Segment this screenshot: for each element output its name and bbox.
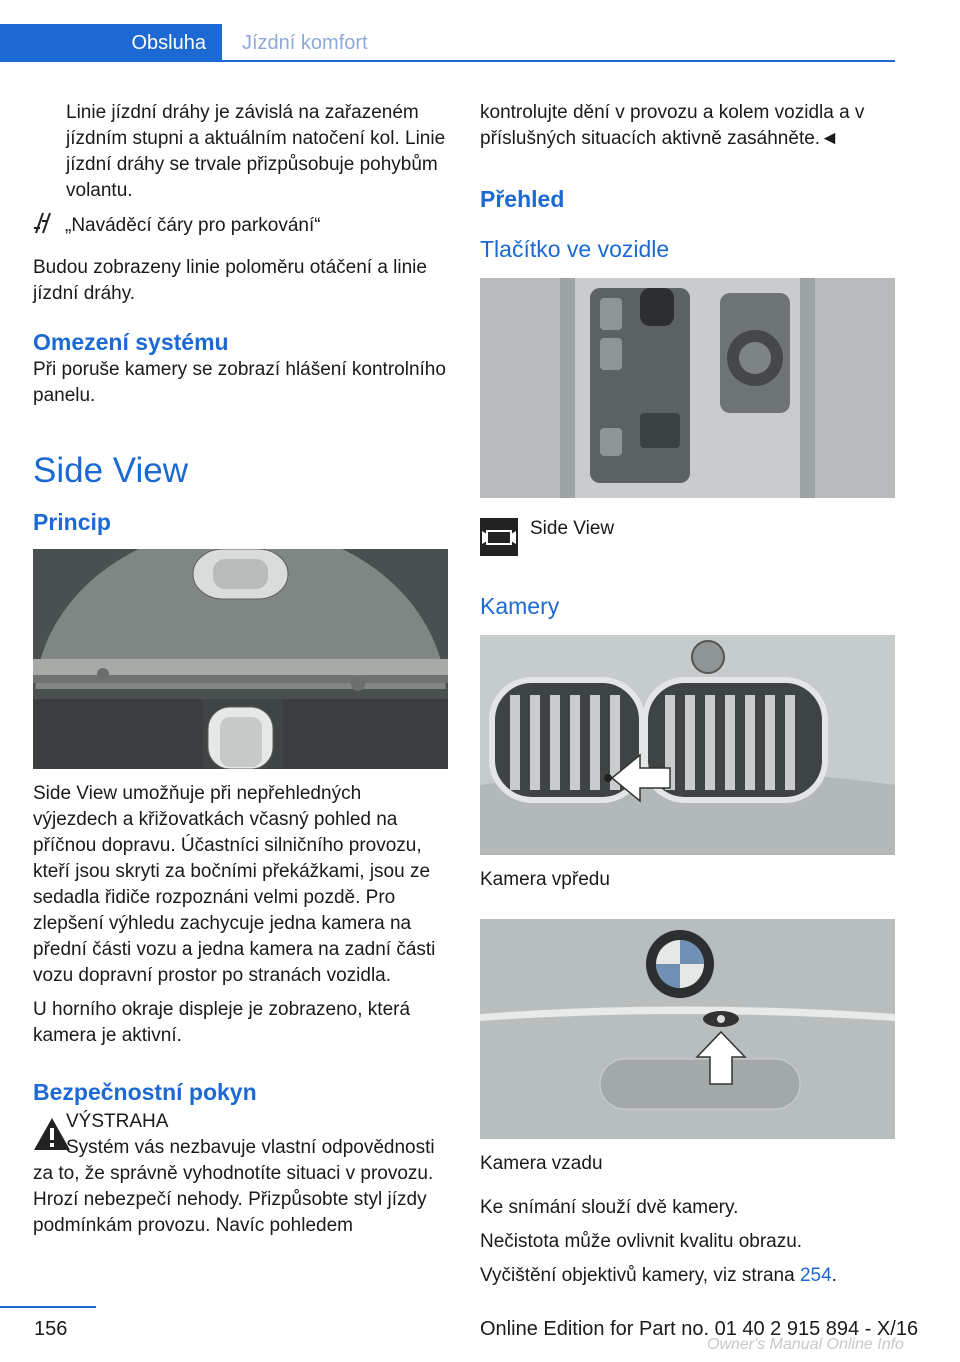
heading-button-in-vehicle: Tlačítko ve vozidle — [480, 236, 670, 262]
heading-safety: Bezpečnostní pokyn — [33, 1079, 257, 1105]
side-view-button-label: Side View — [530, 517, 615, 539]
page-link-254[interactable]: 254 — [799, 1265, 832, 1286]
intro-paragraph: Linie jízdní dráhy je závislá na zařazeném jízdním stupni a aktuálním natočení kol. Linie jízdní dráhy se trvale přizpůsobuje pohybům volantu. — [66, 102, 446, 201]
continued-paragraph: kontrolujte dění v provozu a kolem vozidla a v příslušných situacích aktivně zasáhněte.◄ — [480, 102, 865, 149]
header-tabs — [0, 24, 895, 62]
heading-overview: Přehled — [480, 186, 565, 212]
warning-block — [33, 1109, 448, 1239]
left-column — [33, 100, 448, 1239]
right-column — [480, 100, 895, 1289]
front-camera-caption: Kamera vpředu — [480, 869, 610, 890]
page-number: 156 — [34, 1318, 68, 1340]
display-paragraph: U horního okraje displeje je zobrazeno, která kamera je aktivní. — [33, 999, 411, 1046]
guide-lines-row — [33, 212, 448, 239]
principle-paragraph: Side View umožňuje při nepřehledných výjezdech a křižovatkách včasný pohled na příčnou dopravu. Účastníci silničního provozu, kteří jsou skryti za bočními překážkami, jsou ze sedadla řidiče rozpoznáni velmi pozdě. Pro zlepšení výhledu zachycuje jedna kamera na přední části vozu a jedna kamera na zadní části vozu dopravní prostor po stranách vozidla. — [33, 783, 436, 986]
cleaning-text: Vyčištění objektivů kamery, viz strana — [480, 1265, 800, 1286]
heading-cameras: Kamery — [480, 593, 560, 619]
warning-triangle-icon — [33, 1117, 71, 1156]
side-view-button-row — [480, 518, 895, 561]
warning-text: Systém vás nezbavuje vlastní odpovědnosti za to, že správně vyhodnotíte situaci v provozu. Hrozí nebezpečí nehody. Přizpůsobte styl jízdy podmínkám provozu. Navíc pohledem — [33, 1137, 435, 1236]
limits-paragraph: Při poruše kamery se zobrazí hlášení kontrolního panelu. — [33, 359, 446, 406]
edition-footer: Online Edition for Part no. 01 40 2 915 894 - X/16 — [480, 1318, 919, 1340]
cleaning-paragraph — [480, 1263, 895, 1289]
warning-title: VÝSTRAHA — [66, 1111, 169, 1132]
dirt-paragraph: Nečistota může ovlivnit kvalitu obrazu. — [480, 1231, 803, 1252]
heading-side-view: Side View — [33, 451, 189, 490]
console-button-figure — [480, 278, 895, 498]
front-camera-figure — [480, 635, 895, 855]
tab-obsluha[interactable]: Obsluha — [0, 24, 222, 62]
tab-jizdni-komfort[interactable]: Jízdní komfort — [242, 32, 368, 54]
heading-system-limits: Omezení systému — [33, 329, 229, 355]
guide-lines-paragraph: Budou zobrazeny linie poloměru otáčení a linie jízdní dráhy. — [33, 257, 427, 304]
cleaning-text-end: . — [831, 1265, 837, 1286]
page-number-rule — [0, 1306, 96, 1308]
rear-camera-figure — [480, 919, 895, 1139]
side-view-principle-figure — [33, 549, 448, 769]
watermark: Owner's Manual Online Info — [707, 1336, 904, 1353]
header-divider — [0, 60, 895, 62]
guide-lines-label: „Naváděcí čáry pro parkování“ — [65, 214, 321, 236]
parking-guide-lines-icon — [33, 212, 53, 239]
side-view-camera-icon — [480, 518, 518, 561]
rear-camera-caption: Kamera vzadu — [480, 1153, 603, 1174]
two-cameras-paragraph: Ke snímání slouží dvě kamery. — [480, 1197, 739, 1218]
heading-principle: Princip — [33, 509, 111, 535]
